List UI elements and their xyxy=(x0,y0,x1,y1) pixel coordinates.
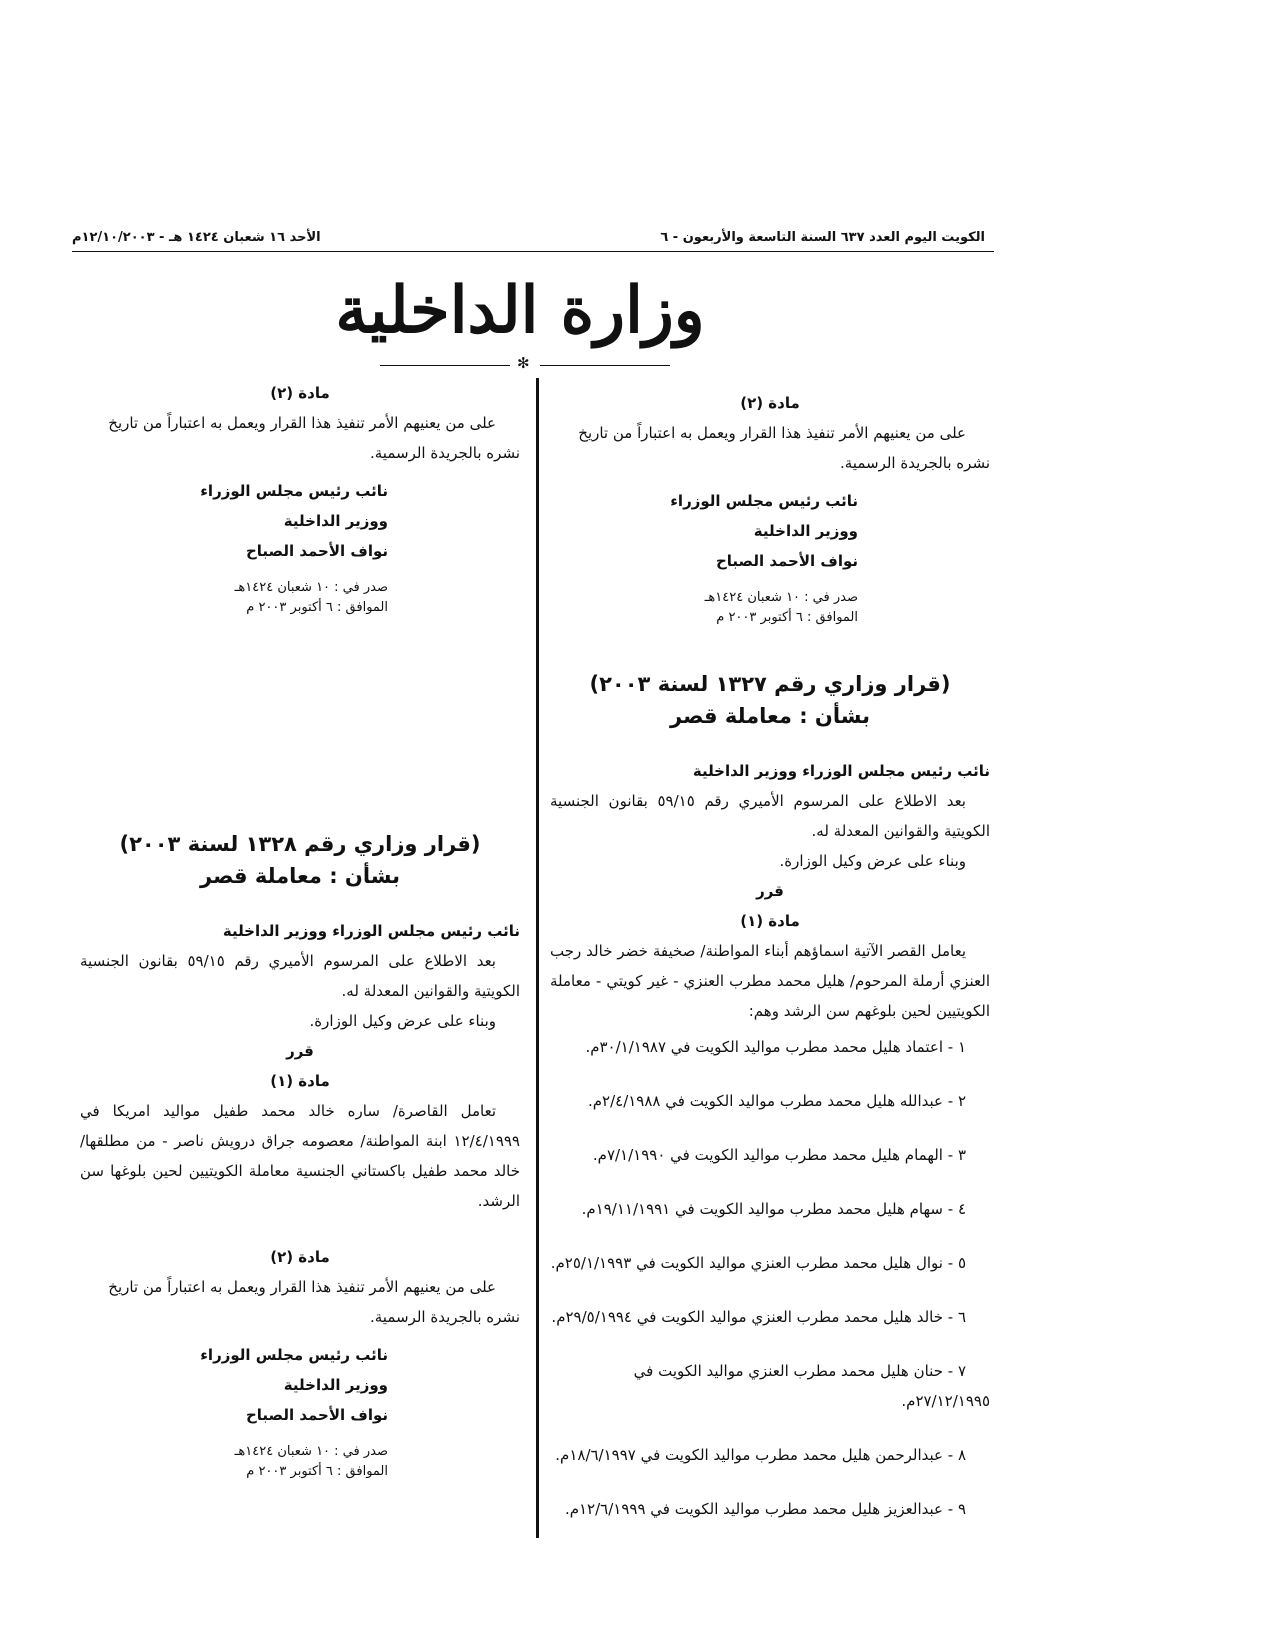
signature-title: ووزير الداخلية xyxy=(753,522,858,540)
issued-date: الموافق : ٦ أكتوبر ٢٠٠٣ م xyxy=(716,610,858,625)
issue-info: الكويت اليوم العدد ٦٣٧ السنة التاسعة والأربعون - ٦ xyxy=(660,230,985,245)
article-heading: مادة (١) xyxy=(270,1072,330,1090)
list-item: ٦ - خالد هليل محمد مطرب العنزي مواليد الكويت في ٢٩/٥/١٩٩٤م. xyxy=(551,1308,966,1326)
ornament-line-left xyxy=(380,365,510,366)
left-column xyxy=(80,378,520,1482)
article-text: يعامل القصر الآتية اسماؤهم أبناء المواطنة/ صخيفة خضر خالد رجب العنزي أرملة المرحوم/ هليل محمد مطرب العنزي - غير كويتي - معاملة الكويتيين لحين بلوغهم سن الرشد وهم: xyxy=(550,942,990,1020)
decided-label: قرر xyxy=(756,882,784,900)
article-text: تعامل القاصرة/ ساره خالد محمد طفيل مواليد امريكا في ١٢/٤/١٩٩٩ ابنة المواطنة/ معصومه جراق درويش ناصر - من مطلقها/ خالد محمد طفيل باكستاني الجنسية معاملة الكويتيين لحين بلوغها سن الرشد. xyxy=(80,1102,520,1210)
list-item: ٨ - عبدالرحمن هليل محمد مطرب مواليد الكويت في ١٨/٦/١٩٩٧م. xyxy=(555,1446,966,1464)
issued-date: صدر في : ١٠ شعبان ١٤٢٤هـ xyxy=(704,590,858,605)
date-info: الأحد ١٦ شعبان ١٤٢٤ هـ - ١٢/١٠/٢٠٠٣م xyxy=(72,230,321,245)
preamble: وبناء على عرض وكيل الوزارة. xyxy=(309,1012,496,1030)
issuer: نائب رئيس مجلس الوزراء ووزير الداخلية xyxy=(222,922,520,940)
decision-subject: بشأن : معاملة قصر xyxy=(200,864,400,888)
signature-name: نواف الأحمد الصباح xyxy=(245,1406,388,1424)
signature-title: نائب رئيس مجلس الوزراء xyxy=(200,1346,388,1364)
signature-title: ووزير الداخلية xyxy=(283,1376,388,1394)
issued-date: صدر في : ١٠ شعبان ١٤٢٤هـ xyxy=(234,1444,388,1459)
signature-name: نواف الأحمد الصباح xyxy=(715,552,858,570)
preamble: بعد الاطلاع على المرسوم الأميري رقم ٥٩/١٥ بقانون الجنسية الكويتية والقوانين المعدلة له. xyxy=(550,792,990,840)
signature-title: نائب رئيس مجلس الوزراء xyxy=(200,482,388,500)
signature-title: نائب رئيس مجلس الوزراء xyxy=(670,492,858,510)
list-item: ٧ - حنان هليل محمد مطرب العنزي مواليد الكويت في ٢٧/١٢/١٩٩٥م. xyxy=(633,1362,990,1410)
decided-label: قرر xyxy=(286,1042,314,1060)
ministry-title-block xyxy=(330,268,710,354)
list-item: ٢ - عبدالله هليل محمد مطرب مواليد الكويت في ٢/٤/١٩٨٨م. xyxy=(587,1092,966,1110)
ornament-star-icon: ✻ xyxy=(517,354,530,372)
ornament-line-right xyxy=(540,365,670,366)
issued-date: صدر في : ١٠ شعبان ١٤٢٤هـ xyxy=(234,580,388,595)
article-heading: مادة (١) xyxy=(740,912,800,930)
decision-title: (قرار وزاري رقم ١٣٢٨ لسنة ٢٠٠٣) xyxy=(119,832,481,856)
article-text: على من يعنيهم الأمر تنفيذ هذا القرار ويعمل به اعتباراً من تاريخ نشره بالجريدة الرسمية. xyxy=(108,414,520,462)
article-heading: مادة (٢) xyxy=(740,394,800,412)
preamble: وبناء على عرض وكيل الوزارة. xyxy=(779,852,966,870)
header-rule xyxy=(72,251,994,252)
column-divider xyxy=(536,378,539,1538)
issued-date: الموافق : ٦ أكتوبر ٢٠٠٣ م xyxy=(246,1464,388,1479)
article-text: على من يعنيهم الأمر تنفيذ هذا القرار ويعمل به اعتباراً من تاريخ نشره بالجريدة الرسمية. xyxy=(108,1278,520,1326)
article-heading: مادة (٢) xyxy=(270,1248,330,1266)
list-item: ٩ - عبدالعزيز هليل محمد مطرب مواليد الكويت في ١٢/٦/١٩٩٩م. xyxy=(564,1500,966,1518)
title-ornament xyxy=(380,354,670,372)
issued-date: الموافق : ٦ أكتوبر ٢٠٠٣ م xyxy=(246,600,388,615)
list-item: ٥ - نوال هليل محمد مطرب العنزي مواليد الكويت في ٢٥/١/١٩٩٣م. xyxy=(550,1254,966,1272)
signature-name: نواف الأحمد الصباح xyxy=(245,542,388,560)
article-heading: مادة (٢) xyxy=(270,384,330,402)
right-column xyxy=(550,388,990,1548)
preamble: بعد الاطلاع على المرسوم الأميري رقم ٥٩/١٥ بقانون الجنسية الكويتية والقوانين المعدلة له. xyxy=(80,952,520,1000)
list-item: ٣ - الهمام هليل محمد مطرب مواليد الكويت في ٧/١/١٩٩٠م. xyxy=(592,1146,966,1164)
decision-title: (قرار وزاري رقم ١٣٢٧ لسنة ٢٠٠٣) xyxy=(589,672,951,696)
list-item: ٤ - سهام هليل محمد مطرب مواليد الكويت في ١٩/١١/١٩٩١م. xyxy=(581,1200,966,1218)
decision-subject: بشأن : معاملة قصر xyxy=(670,704,870,728)
list-item: ١ - اعتماد هليل محمد مطرب مواليد الكويت في ٣٠/١/١٩٨٧م. xyxy=(585,1038,966,1056)
signature-title: ووزير الداخلية xyxy=(283,512,388,530)
ministry-title: وزارة الداخلية xyxy=(335,273,705,348)
article-text: على من يعنيهم الأمر تنفيذ هذا القرار ويعمل به اعتباراً من تاريخ نشره بالجريدة الرسمية. xyxy=(578,424,990,472)
issuer: نائب رئيس مجلس الوزراء ووزير الداخلية xyxy=(692,762,990,780)
